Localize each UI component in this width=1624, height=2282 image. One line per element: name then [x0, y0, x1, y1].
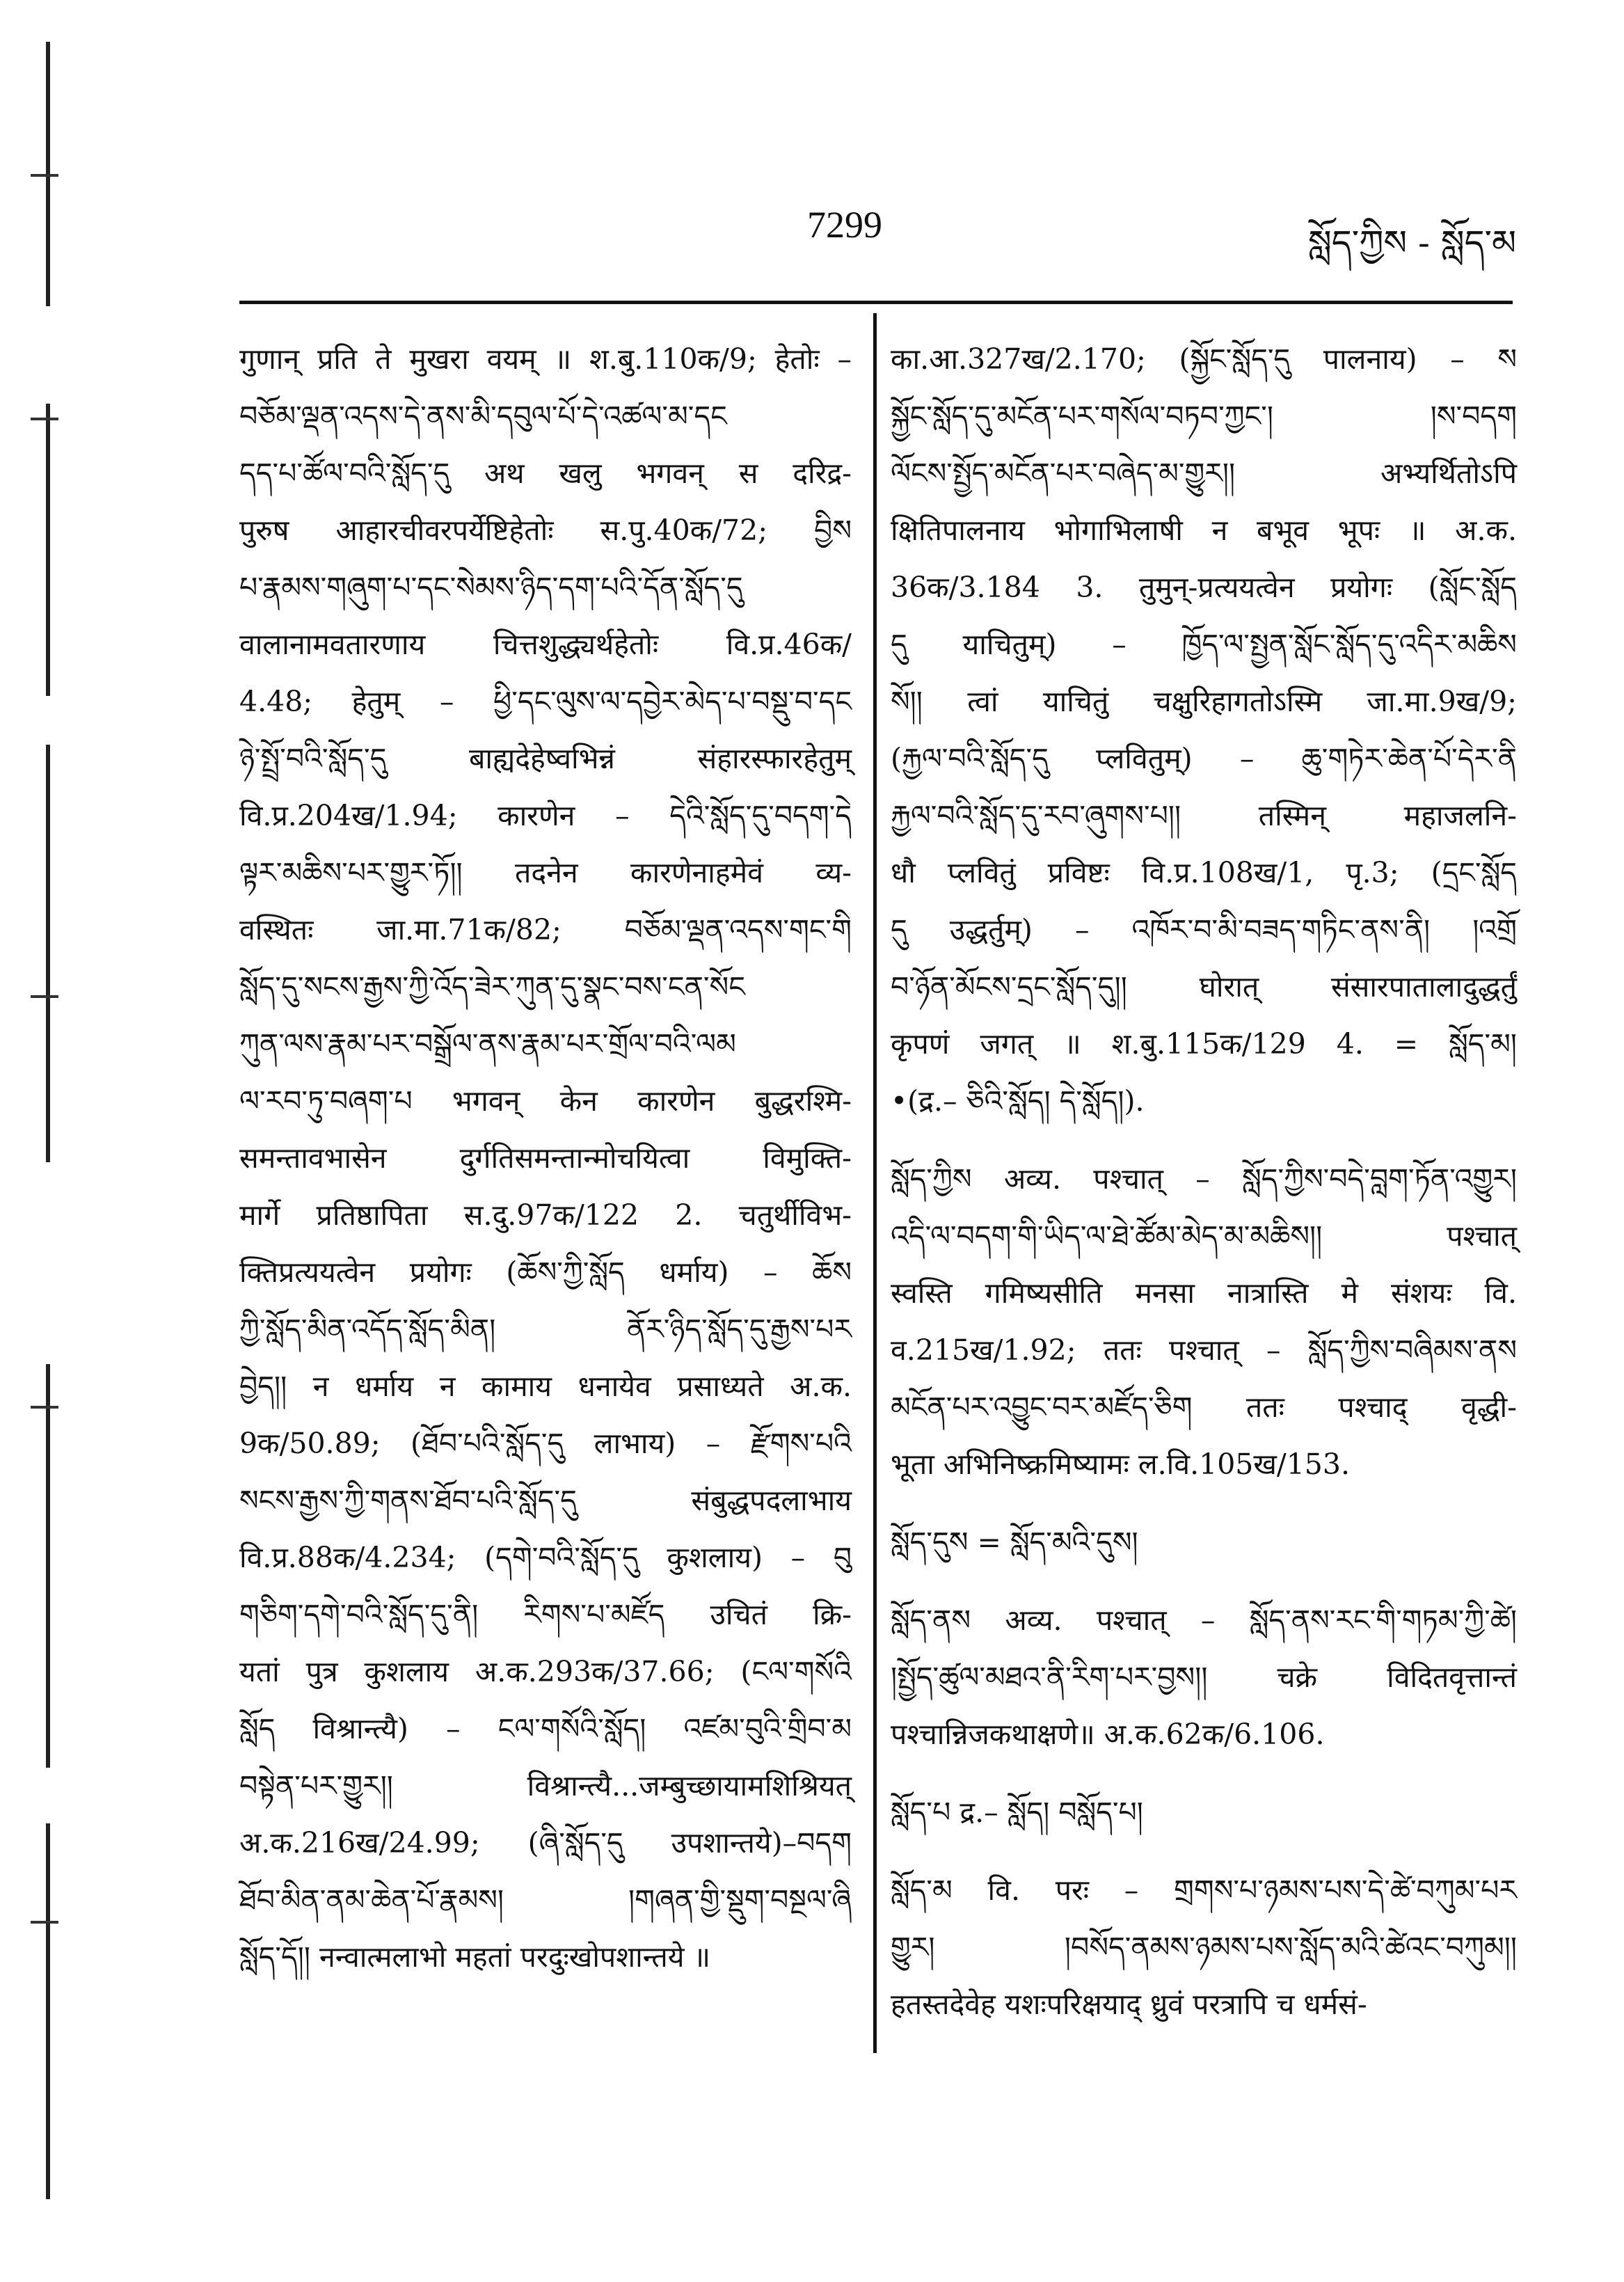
- text-line: ཀུན་ལས་རྣམ་པར་བསྒྲོལ་ནས་རྣམ་པར་གྲོལ་བའི་ལམ: [239, 1027, 736, 1061]
- text-line: 4.48; हेतुम् – ཕྱི་དང་ལུས་ལ་དབྱེར་མེད་པ་བསྡུ་བ་དང: [239, 685, 852, 718]
- entry-gap: [891, 1571, 1517, 1592]
- running-head: སློད་ཀྱིས - སློད་མ: [1308, 223, 1517, 263]
- text-line: समन्तावभासेन दुर्गतिसमन्तान्मोचयित्वा विमुक्ति-: [239, 1141, 852, 1175]
- text-line: ལོངས་སྤྱོད་མངོན་པར་བཞེད་མ་གྱུར།། अभ्यर्थितोऽपि: [891, 457, 1517, 490]
- text-line: སློད་མ वि. परः – གྲགས་པ་ཉམས་པས་དེ་ཚེ་བཀུམ་པར: [891, 1873, 1517, 1907]
- text-line: 36क/3.184 3. तुमुन्-प्रत्ययत्वेन प्रयोगः (སློང་སློད: [891, 571, 1517, 604]
- text-line: व.215ख/1.92; ततः पश्चात् – སློད་ཀྱིས་བཞིམས་ནས: [891, 1333, 1517, 1367]
- entry-gap: [891, 1493, 1517, 1514]
- text-line: ཐོབ་མིན་ནམ་ཆེན་པོ་རྣམས། །གཞན་གྱི་སྡུག་བསྔལ་ཞི: [239, 1883, 852, 1917]
- text-line: मार्गे प्रतिष्ठापिता स.दु.97क/122 2. चतुर्थीविभ-: [239, 1198, 852, 1232]
- column-divider: [873, 313, 877, 2053]
- entry-gap: [891, 1841, 1517, 1862]
- text-line: སློད་པ द्र.– སློད། བསློད་པ།: [891, 1796, 1143, 1829]
- text-line: བྱེད།། न धर्माय न कामाय धनायेव प्रसाध्यते अ.क.: [239, 1370, 852, 1403]
- text-line: ལ་རབ་ཏུ་བཞག་པ भगवन् केन कारणेन बुद्धरश्मि-: [239, 1084, 852, 1118]
- text-line: पश्चान्निजकथाक्षणे॥ अ.क.62क/6.106.: [891, 1718, 1325, 1751]
- entry-gap: [891, 1130, 1517, 1150]
- text-line: अ.क.216ख/24.99; (ཞི་སློད་དུ उपशान्तये)–བདག: [239, 1826, 852, 1860]
- text-line: སློད་དུས = སློད་མའི་དུས།: [891, 1526, 1138, 1559]
- text-line: •(द्र.– ཅིའི་སློད། དེ་སློད།).: [891, 1084, 1145, 1118]
- page-number: 7299: [807, 204, 882, 246]
- text-line: क्षितिपालनाय भोगाभिलाषी न बभूव भूपः ॥ अ.क.: [891, 514, 1517, 547]
- text-line: བ་ཉོན་མོངས་དྲང་སློད་དུ།། घोरात् संसारपातालादुद्धर्तुं: [891, 970, 1517, 1004]
- text-line: སློད་ནས अव्य. पश्चात् – སློད་ནས་རང་གི་གཏམ་ཀྱི་ཚེ།: [891, 1603, 1517, 1637]
- text-line: སློད་ཀྱིས अव्य. पश्चात् – སློད་ཀྱིས་བདེ་བླག་ཏོན་འགྱུར།: [891, 1162, 1517, 1196]
- text-line: कृपणं जगत् ॥ श.बु.115क/129 4. = སློད་མ།: [891, 1027, 1517, 1061]
- text-line: गुणान् प्रति ते मुखरा वयम् ॥ श.बु.110क/9; हेतोः –: [239, 342, 852, 376]
- entry-gap: [891, 1763, 1517, 1784]
- text-line: वि.प्र.88क/4.234; (དགེ་བའི་སློད་དུ कुशलाय) – བུ: [239, 1541, 852, 1574]
- text-line: སློད་དོ།། नन्वात्मलाभो महतां परदुःखोपशान्तये ॥: [239, 1940, 711, 1974]
- text-line: དུ उद्धर्तुम्) – འཁོར་བ་མི་བཟད་གཏིང་ནས་ནི། །འགྲོ: [891, 913, 1517, 946]
- text-line: वालानामवतारणाय चित्तशुद्ध्यर्थहेतोः वि.प्र.46क/: [239, 628, 852, 661]
- text-line: མངོན་པར་འབྱུང་བར་མཛོད་ཅིག ततः पश्चाद् वृद्धी-: [891, 1390, 1517, 1424]
- text-line: पुरुष आहारचीवरपर्येष्टिहेतोः स.पु.40क/72; བྱིས: [239, 514, 852, 547]
- text-line: སངས་རྒྱས་ཀྱི་གནས་ཐོབ་པའི་སློད་དུ संबुद्धपदलाभाय: [239, 1484, 852, 1517]
- left-column: [239, 331, 852, 1986]
- text-line: स्वस्ति गमिष्यसीति मनसा नात्रास्ति मे संशयः वि.: [891, 1276, 1517, 1310]
- text-line: भूता अभिनिष्क्रमिष्यामः ल.वि.105ख/153.: [891, 1448, 1351, 1481]
- text-line: 9क/50.89; (ཐོབ་པའི་སློད་དུ लाभाय) – རྫོགས་པའི: [239, 1427, 852, 1460]
- right-column: [891, 331, 1517, 2033]
- text-line: རྐྱལ་བའི་སློད་དུ་རབ་ཞུགས་པ།། तस्मिन् महाजलनि-: [891, 799, 1517, 832]
- text-line: བསྟེན་པར་གྱུར།། विश्रान्त्यै...जम्बुच्छायामशिश्रियत्: [239, 1769, 852, 1802]
- text-line: क्तिप्रत्ययत्वेन प्रयोगः (ཆོས་ཀྱི་སློད धर्माय) – ཆོས: [239, 1255, 852, 1289]
- text-line: धौ प्लवितुं प्रविष्टः वि.प्र.108ख/1, पृ.3; (དྲང་སློད: [891, 856, 1517, 889]
- text-line: यतां पुत्र कुशलाय अ.क.293क/37.66; (ངལ་གསོའི: [239, 1655, 852, 1688]
- text-line: གྱུར། །བསོད་ནམས་ཉམས་པས་སློད་མའི་ཚེའང་བཀུམ།།: [891, 1931, 1517, 1964]
- text-line: का.आ.327ख/2.170; (སྐྱོང་སློད་དུ पालनाय) – ས: [891, 342, 1517, 376]
- text-line: वि.प्र.204ख/1.94; कारणेन – དེའི་སློད་དུ་བདག་དེ: [239, 799, 852, 832]
- text-line: སློད विश्रान्त्यै) – ངལ་གསོའི་སློད། འཛམ་བུའི་གྲིབ་མ: [239, 1712, 852, 1745]
- text-line: སོ།། त्वां याचितुं चक्षुरिहागतोऽस्मि जा.मा.9ख/9;: [891, 685, 1517, 718]
- text-line: གཅིག་དགེ་བའི་སློད་དུ་ནི། རིགས་པ་མཛོད उचितं क्रि-: [239, 1598, 852, 1631]
- text-line: །སྤྱོད་ཚུལ་མཐའ་ནི་རིག་པར་བྱས།། चक्रे विदितवृत्तान्तं: [891, 1661, 1517, 1694]
- text-line: དད་པ་ཚོལ་བའི་སློད་དུ अथ खलु भगवन् स दरिद्र-: [239, 457, 852, 490]
- text-line: སློད་དུ་སངས་རྒྱས་ཀྱི་འོད་ཟེར་ཀུན་དུ་སྣང་བས་ངན་སོང: [239, 970, 745, 1004]
- text-line: ལྟར་མཆིས་པར་གྱུར་ཏོ།། तदनेन कारणेनाहमेवं व्य-: [239, 856, 852, 889]
- text-line: སྐྱོང་སློད་དུ་མངོན་པར་གསོལ་བཏབ་ཀྱང་། །ས་བདག: [891, 399, 1517, 433]
- text-line: (རྐྱལ་བའི་སློད་དུ प्लवितुम्) – ཆུ་གཏེར་ཆེན་པོ་དེར་ནི: [891, 742, 1517, 775]
- text-line: འདི་ལ་བདག་གི་ཡིད་ལ་ཐེ་ཚོམ་མེད་མ་མཆིས།། पश्चात्: [891, 1219, 1517, 1253]
- text-line: དུ याचितुम्) – ཁྱོད་ལ་སྤྱན་སློང་སློད་དུ་འདིར་མཆིས: [891, 628, 1517, 661]
- text-line: वस्थितः जा.मा.71क/82; བཅོམ་ལྡན་འདས་གང་གི: [239, 913, 852, 946]
- text-line: པ་རྣམས་གཞུག་པ་དང་སེམས་ཉིད་དག་པའི་དོན་སློད་དུ: [239, 571, 743, 604]
- text-line: ཉེ་སྤྲོ་བའི་སློད་དུ बाह्यदेहेष्वभिन्नं संहारस्फारहेतुम्: [239, 742, 852, 775]
- text-line: ཀྱི་སློད་མིན་འདོད་སློད་མིན། ནོར་ཉིད་སློད་དུ་རྒྱས་པར: [239, 1313, 852, 1346]
- binding-edge: [46, 42, 51, 2241]
- header-rule: [239, 301, 1513, 304]
- text-line: བཅོམ་ལྡན་འདས་དེ་ནས་མི་དབུལ་པོ་དེ་འཚལ་མ་དང: [239, 399, 727, 433]
- text-line: हतस्तदेवेह यशःपरिक्षयाद् ध्रुवं परत्रापि च धर्मसं-: [891, 1988, 1367, 2021]
